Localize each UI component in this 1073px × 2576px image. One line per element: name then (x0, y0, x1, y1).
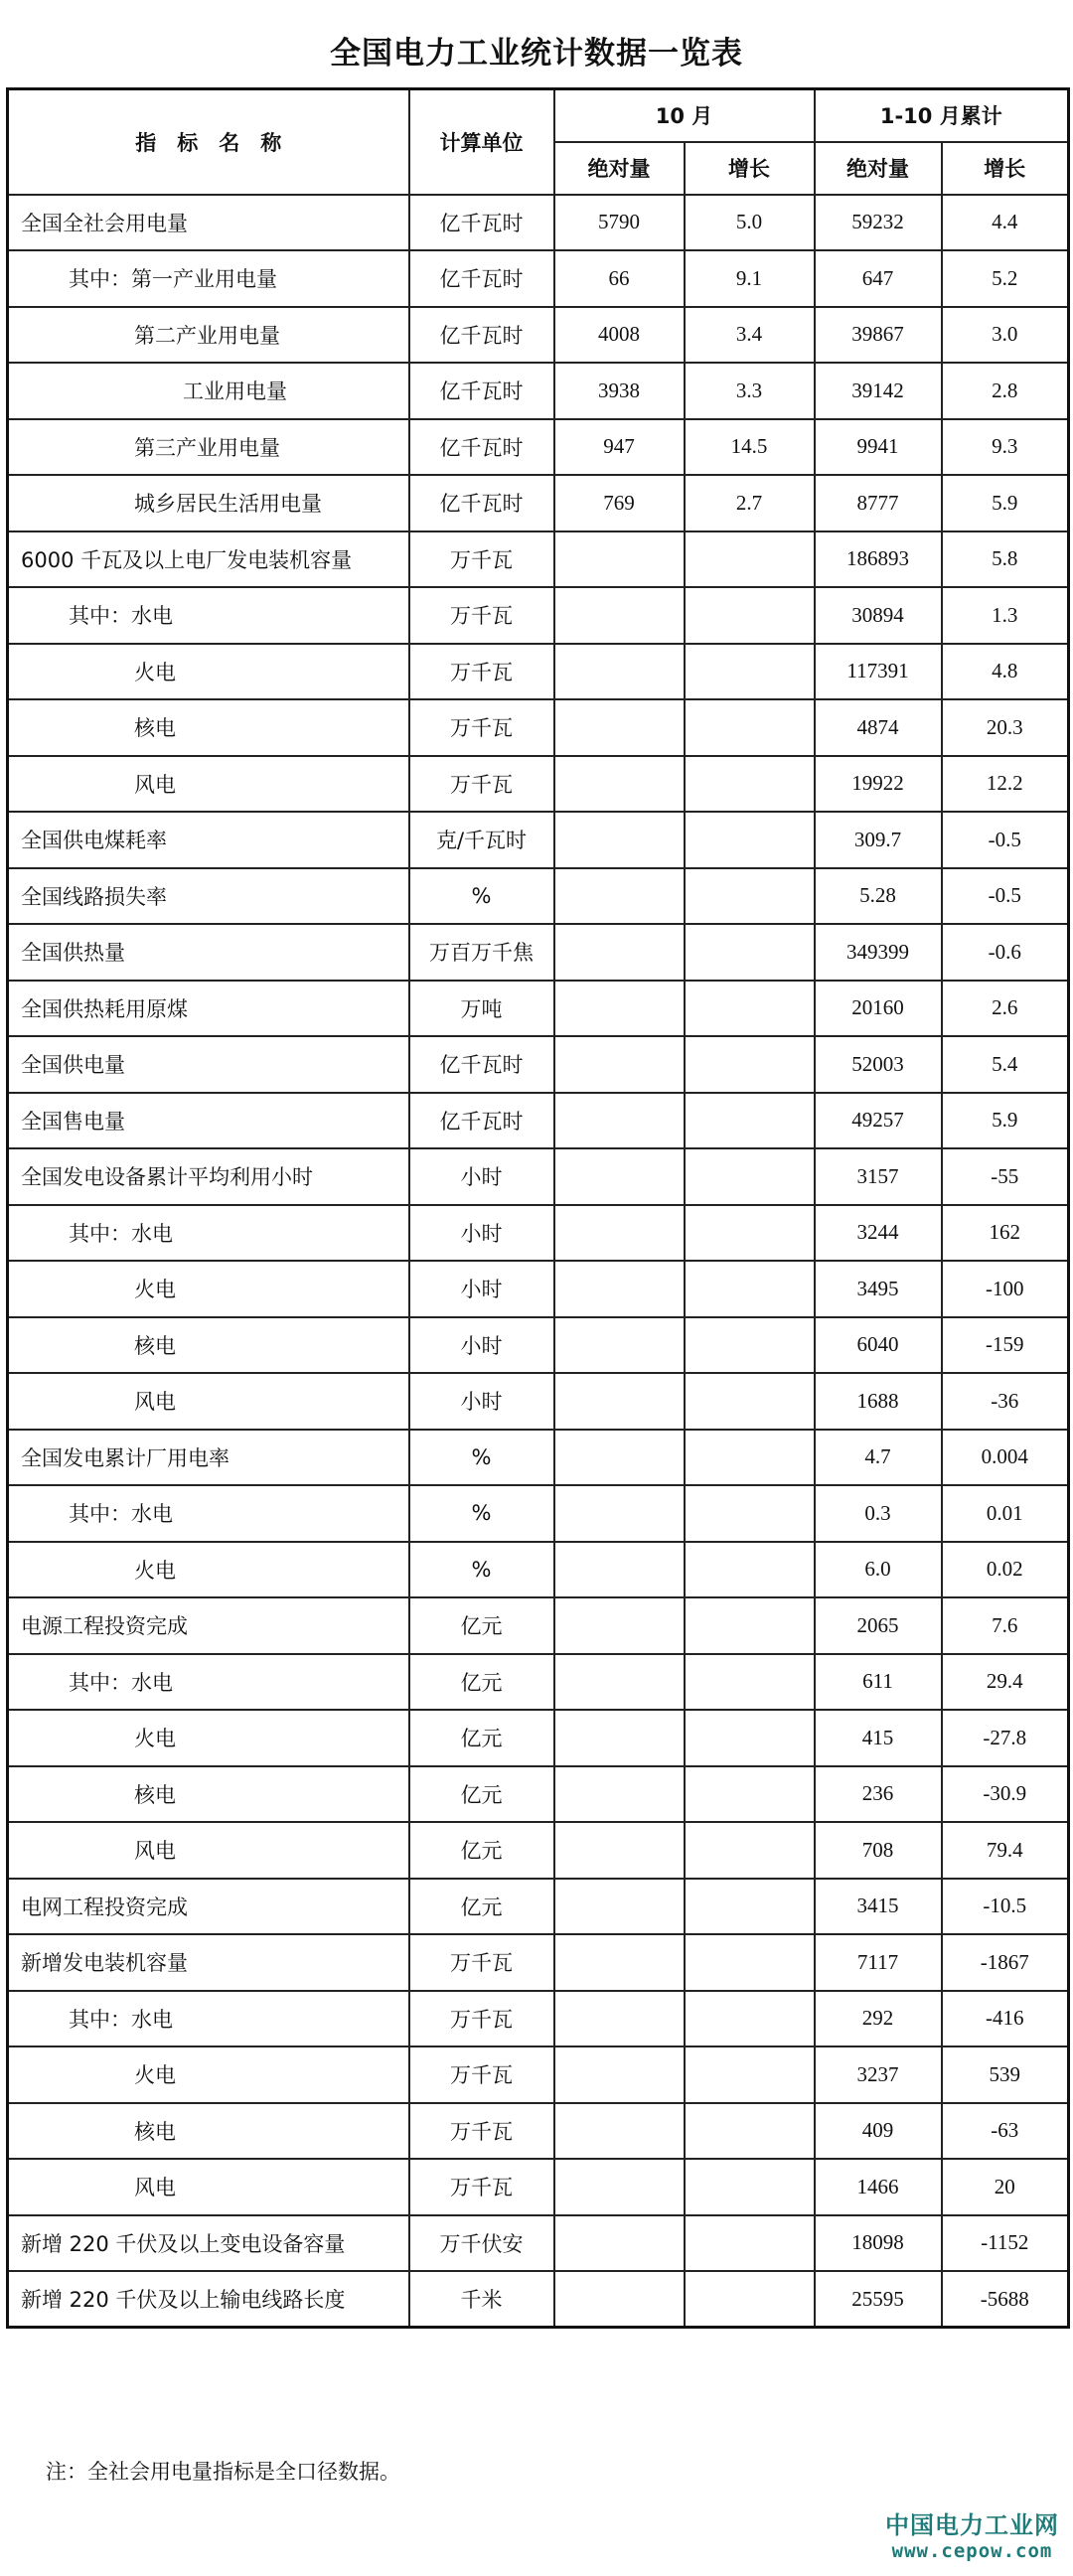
header-cumulative: 1-10 月累计 (815, 89, 1069, 142)
indicator-name-cell: 第二产业用电量 (8, 307, 409, 364)
unit-cell: 亿千瓦时 (409, 419, 554, 476)
cumulative-absolute-cell: 8777 (815, 475, 942, 531)
cumulative-absolute-cell: 1688 (815, 1373, 942, 1430)
cumulative-growth-cell: 2.6 (942, 981, 1069, 1037)
month-absolute-cell (554, 1205, 685, 1262)
cumulative-growth-cell: -0.6 (942, 924, 1069, 981)
unit-cell: 亿千瓦时 (409, 195, 554, 251)
month-growth-cell (685, 587, 815, 644)
indicator-name-cell: 全国供电煤耗率 (8, 812, 409, 868)
table-row (8, 307, 1069, 364)
header-unit: 计算单位 (409, 89, 554, 195)
cumulative-growth-cell: -159 (942, 1317, 1069, 1374)
month-growth-cell (685, 1317, 815, 1374)
table-row (8, 1597, 1069, 1654)
indicator-name-cell: 风电 (8, 1373, 409, 1430)
month-growth-cell: 14.5 (685, 419, 815, 476)
table-row (8, 2215, 1069, 2272)
month-growth-cell (685, 1373, 815, 1430)
unit-cell: 亿千瓦时 (409, 1093, 554, 1149)
month-absolute-cell (554, 644, 685, 700)
cumulative-absolute-cell: 18098 (815, 2215, 942, 2272)
cumulative-growth-cell: 5.8 (942, 531, 1069, 588)
cumulative-absolute-cell: 708 (815, 1822, 942, 1879)
unit-cell: 万千伏安 (409, 2215, 554, 2272)
cumulative-absolute-cell: 415 (815, 1710, 942, 1766)
cumulative-absolute-cell: 1466 (815, 2159, 942, 2215)
unit-cell: 万千瓦 (409, 2103, 554, 2160)
unit-cell: 亿千瓦时 (409, 475, 554, 531)
cumulative-growth-cell: 0.02 (942, 1542, 1069, 1598)
statistics-table (6, 87, 1070, 2329)
indicator-name-cell: 火电 (8, 2046, 409, 2103)
indicator-name-cell: 核电 (8, 1317, 409, 1374)
cumulative-growth-cell: -1152 (942, 2215, 1069, 2272)
brand-watermark (885, 2505, 1059, 2562)
indicator-name-cell: 风电 (8, 2159, 409, 2215)
month-growth-cell: 2.7 (685, 475, 815, 531)
cumulative-absolute-cell: 2065 (815, 1597, 942, 1654)
cumulative-growth-cell: -27.8 (942, 1710, 1069, 1766)
indicator-name-cell: 火电 (8, 1261, 409, 1317)
table-row (8, 699, 1069, 756)
month-growth-cell (685, 2271, 815, 2328)
cumulative-growth-cell: -10.5 (942, 1879, 1069, 1935)
month-absolute-cell (554, 1148, 685, 1205)
unit-cell: 亿千瓦时 (409, 363, 554, 419)
table-row (8, 1710, 1069, 1766)
cumulative-growth-cell: -1867 (942, 1934, 1069, 1991)
table-row (8, 419, 1069, 476)
unit-cell: 万千瓦 (409, 1934, 554, 1991)
month-absolute-cell (554, 1991, 685, 2047)
month-absolute-cell: 3938 (554, 363, 685, 419)
indicator-name-cell: 风电 (8, 756, 409, 813)
header-month-absolute: 绝对量 (554, 142, 685, 195)
month-absolute-cell: 66 (554, 250, 685, 307)
cumulative-growth-cell: 3.0 (942, 307, 1069, 364)
month-growth-cell (685, 1822, 815, 1879)
unit-cell: 克/千瓦时 (409, 812, 554, 868)
unit-cell: 万千瓦 (409, 2046, 554, 2103)
cumulative-growth-cell: -55 (942, 1148, 1069, 1205)
table-row (8, 1205, 1069, 1262)
table-row (8, 1485, 1069, 1542)
indicator-name-cell: 风电 (8, 1822, 409, 1879)
month-absolute-cell (554, 699, 685, 756)
cumulative-growth-cell: 5.9 (942, 1093, 1069, 1149)
month-absolute-cell (554, 1766, 685, 1823)
table-row (8, 1766, 1069, 1823)
cumulative-absolute-cell: 292 (815, 1991, 942, 2047)
month-absolute-cell (554, 1597, 685, 1654)
indicator-name-cell: 电网工程投资完成 (8, 1879, 409, 1935)
table-row (8, 868, 1069, 925)
unit-cell: % (409, 1485, 554, 1542)
cumulative-growth-cell: 1.3 (942, 587, 1069, 644)
month-growth-cell (685, 1710, 815, 1766)
month-absolute-cell (554, 1934, 685, 1991)
cumulative-absolute-cell: 7117 (815, 1934, 942, 1991)
unit-cell: 亿元 (409, 1710, 554, 1766)
unit-cell: 亿元 (409, 1766, 554, 1823)
cumulative-absolute-cell: 25595 (815, 2271, 942, 2328)
cumulative-absolute-cell: 0.3 (815, 1485, 942, 1542)
cumulative-absolute-cell: 49257 (815, 1093, 942, 1149)
unit-cell: 小时 (409, 1373, 554, 1430)
month-growth-cell (685, 756, 815, 813)
indicator-name-cell: 电源工程投资完成 (8, 1597, 409, 1654)
page-title: 全国电力工业统计数据一览表 (330, 36, 743, 72)
table-row (8, 195, 1069, 251)
table-row (8, 1430, 1069, 1486)
cumulative-growth-cell: -5688 (942, 2271, 1069, 2328)
month-absolute-cell (554, 868, 685, 925)
cumulative-growth-cell: 4.8 (942, 644, 1069, 700)
table-row (8, 812, 1069, 868)
indicator-name-cell: 全国供热耗用原煤 (8, 981, 409, 1037)
header-month-growth: 增长 (685, 142, 815, 195)
month-growth-cell (685, 699, 815, 756)
month-growth-cell (685, 1148, 815, 1205)
month-growth-cell (685, 1934, 815, 1991)
cumulative-growth-cell: -416 (942, 1991, 1069, 2047)
indicator-name-cell: 其中：水电 (8, 1485, 409, 1542)
indicator-name-cell: 新增 220 千伏及以上输电线路长度 (8, 2271, 409, 2328)
month-absolute-cell (554, 2215, 685, 2272)
cumulative-absolute-cell: 349399 (815, 924, 942, 981)
cumulative-growth-cell: 5.4 (942, 1036, 1069, 1093)
unit-cell: 亿元 (409, 1879, 554, 1935)
table-row (8, 1879, 1069, 1935)
month-absolute-cell (554, 1654, 685, 1711)
cumulative-absolute-cell: 4874 (815, 699, 942, 756)
month-growth-cell (685, 644, 815, 700)
cumulative-growth-cell: 20 (942, 2159, 1069, 2215)
unit-cell: 亿千瓦时 (409, 307, 554, 364)
indicator-name-cell: 城乡居民生活用电量 (8, 475, 409, 531)
header-indicator-name: 指 标 名 称 (8, 89, 409, 195)
cumulative-absolute-cell: 3415 (815, 1879, 942, 1935)
cumulative-absolute-cell: 39867 (815, 307, 942, 364)
cumulative-absolute-cell: 236 (815, 1766, 942, 1823)
cumulative-growth-cell: 4.4 (942, 195, 1069, 251)
table-row (8, 1036, 1069, 1093)
unit-cell: % (409, 868, 554, 925)
unit-cell: 万千瓦 (409, 644, 554, 700)
indicator-name-cell: 全国发电设备累计平均利用小时 (8, 1148, 409, 1205)
table-row (8, 363, 1069, 419)
indicator-name-cell: 全国全社会用电量 (8, 195, 409, 251)
indicator-name-cell: 全国发电累计厂用电率 (8, 1430, 409, 1486)
cumulative-absolute-cell: 3237 (815, 2046, 942, 2103)
header-cumulative-absolute: 绝对量 (815, 142, 942, 195)
table-row (8, 1822, 1069, 1879)
indicator-name-cell: 其中：水电 (8, 1654, 409, 1711)
indicator-name-cell: 全国售电量 (8, 1093, 409, 1149)
table-row (8, 250, 1069, 307)
cumulative-growth-cell: -36 (942, 1373, 1069, 1430)
month-absolute-cell (554, 1373, 685, 1430)
month-growth-cell (685, 531, 815, 588)
unit-cell: 亿元 (409, 1822, 554, 1879)
cumulative-growth-cell: -0.5 (942, 868, 1069, 925)
cumulative-absolute-cell: 6.0 (815, 1542, 942, 1598)
month-absolute-cell (554, 2159, 685, 2215)
month-growth-cell (685, 2046, 815, 2103)
month-absolute-cell (554, 1036, 685, 1093)
cumulative-growth-cell: -100 (942, 1261, 1069, 1317)
indicator-name-cell: 新增 220 千伏及以上变电设备容量 (8, 2215, 409, 2272)
cumulative-absolute-cell: 9941 (815, 419, 942, 476)
table-body (8, 195, 1069, 2328)
unit-cell: 小时 (409, 1205, 554, 1262)
unit-cell: 万千瓦 (409, 587, 554, 644)
cumulative-growth-cell: 162 (942, 1205, 1069, 1262)
cumulative-absolute-cell: 30894 (815, 587, 942, 644)
month-growth-cell (685, 924, 815, 981)
month-growth-cell: 3.4 (685, 307, 815, 364)
unit-cell: 亿千瓦时 (409, 1036, 554, 1093)
brand-name: 中国电力工业网 (885, 2511, 1059, 2539)
month-growth-cell: 3.3 (685, 363, 815, 419)
month-absolute-cell (554, 1261, 685, 1317)
unit-cell: 小时 (409, 1261, 554, 1317)
month-growth-cell (685, 981, 815, 1037)
table-row (8, 1654, 1069, 1711)
table-row (8, 587, 1069, 644)
month-growth-cell (685, 1485, 815, 1542)
cumulative-absolute-cell: 309.7 (815, 812, 942, 868)
cumulative-growth-cell: 29.4 (942, 1654, 1069, 1711)
month-absolute-cell: 947 (554, 419, 685, 476)
table-row (8, 2046, 1069, 2103)
month-absolute-cell (554, 981, 685, 1037)
table-row (8, 644, 1069, 700)
cumulative-absolute-cell: 59232 (815, 195, 942, 251)
month-absolute-cell (554, 2046, 685, 2103)
cumulative-absolute-cell: 409 (815, 2103, 942, 2160)
unit-cell: 万千瓦 (409, 756, 554, 813)
month-growth-cell (685, 1542, 815, 1598)
month-growth-cell (685, 1879, 815, 1935)
table-row (8, 1317, 1069, 1374)
month-growth-cell (685, 2103, 815, 2160)
month-absolute-cell: 769 (554, 475, 685, 531)
indicator-name-cell: 全国供热量 (8, 924, 409, 981)
indicator-name-cell: 火电 (8, 1710, 409, 1766)
month-growth-cell (685, 812, 815, 868)
unit-cell: 万千瓦 (409, 531, 554, 588)
month-absolute-cell (554, 1542, 685, 1598)
cumulative-growth-cell: 0.004 (942, 1430, 1069, 1486)
indicator-name-cell: 全国供电量 (8, 1036, 409, 1093)
month-absolute-cell (554, 1879, 685, 1935)
month-growth-cell (685, 1036, 815, 1093)
header-cumulative-growth: 增长 (942, 142, 1069, 195)
cumulative-absolute-cell: 3495 (815, 1261, 942, 1317)
month-absolute-cell (554, 812, 685, 868)
cumulative-absolute-cell: 4.7 (815, 1430, 942, 1486)
month-growth-cell: 9.1 (685, 250, 815, 307)
cumulative-growth-cell: 12.2 (942, 756, 1069, 813)
cumulative-growth-cell: 5.2 (942, 250, 1069, 307)
unit-cell: 万吨 (409, 981, 554, 1037)
indicator-name-cell: 火电 (8, 644, 409, 700)
month-absolute-cell (554, 924, 685, 981)
month-growth-cell (685, 1205, 815, 1262)
month-growth-cell (685, 1766, 815, 1823)
cumulative-growth-cell: 7.6 (942, 1597, 1069, 1654)
cumulative-growth-cell: 79.4 (942, 1822, 1069, 1879)
table-row (8, 981, 1069, 1037)
table-row (8, 2271, 1069, 2328)
indicator-name-cell: 核电 (8, 2103, 409, 2160)
cumulative-absolute-cell: 3157 (815, 1148, 942, 1205)
unit-cell: 亿元 (409, 1654, 554, 1711)
indicator-name-cell: 6000 千瓦及以上电厂发电装机容量 (8, 531, 409, 588)
month-absolute-cell (554, 587, 685, 644)
month-growth-cell (685, 1597, 815, 1654)
month-absolute-cell (554, 1093, 685, 1149)
unit-cell: 小时 (409, 1148, 554, 1205)
table-row (8, 2103, 1069, 2160)
cumulative-growth-cell: 9.3 (942, 419, 1069, 476)
brand-url: www.cepow.com (891, 2540, 1053, 2562)
unit-cell: 万千瓦 (409, 2159, 554, 2215)
indicator-name-cell: 第三产业用电量 (8, 419, 409, 476)
cumulative-growth-cell: -63 (942, 2103, 1069, 2160)
month-growth-cell (685, 868, 815, 925)
indicator-name-cell: 其中：第一产业用电量 (8, 250, 409, 307)
month-absolute-cell (554, 2271, 685, 2328)
table-row (8, 756, 1069, 813)
cumulative-absolute-cell: 52003 (815, 1036, 942, 1093)
indicator-name-cell: 火电 (8, 1542, 409, 1598)
cumulative-growth-cell: 2.8 (942, 363, 1069, 419)
cumulative-absolute-cell: 117391 (815, 644, 942, 700)
month-absolute-cell (554, 2103, 685, 2160)
indicator-name-cell: 其中：水电 (8, 587, 409, 644)
cumulative-growth-cell: 5.9 (942, 475, 1069, 531)
table-row (8, 1093, 1069, 1149)
month-absolute-cell (554, 1317, 685, 1374)
unit-cell: 千米 (409, 2271, 554, 2328)
month-growth-cell (685, 2159, 815, 2215)
month-growth-cell (685, 1093, 815, 1149)
unit-cell: 万百万千焦 (409, 924, 554, 981)
unit-cell: 万千瓦 (409, 1991, 554, 2047)
table-row (8, 1934, 1069, 1991)
header-month: 10 月 (554, 89, 815, 142)
cumulative-absolute-cell: 647 (815, 250, 942, 307)
cumulative-growth-cell: 20.3 (942, 699, 1069, 756)
indicator-name-cell: 工业用电量 (8, 363, 409, 419)
unit-cell: % (409, 1542, 554, 1598)
month-absolute-cell (554, 1430, 685, 1486)
table-header (8, 89, 1069, 195)
month-growth-cell (685, 1991, 815, 2047)
month-growth-cell (685, 1654, 815, 1711)
cumulative-absolute-cell: 19922 (815, 756, 942, 813)
cumulative-growth-cell: -30.9 (942, 1766, 1069, 1823)
table-row (8, 1148, 1069, 1205)
table-row (8, 2159, 1069, 2215)
indicator-name-cell: 新增发电装机容量 (8, 1934, 409, 1991)
cumulative-growth-cell: 0.01 (942, 1485, 1069, 1542)
unit-cell: 亿千瓦时 (409, 250, 554, 307)
indicator-name-cell: 核电 (8, 699, 409, 756)
cumulative-absolute-cell: 20160 (815, 981, 942, 1037)
footnote: 注：全社会用电量指标是全口径数据。 (46, 2460, 400, 2484)
indicator-name-cell: 其中：水电 (8, 1205, 409, 1262)
month-absolute-cell (554, 1485, 685, 1542)
indicator-name-cell: 核电 (8, 1766, 409, 1823)
indicator-name-cell: 全国线路损失率 (8, 868, 409, 925)
cumulative-absolute-cell: 5.28 (815, 868, 942, 925)
month-growth-cell (685, 2215, 815, 2272)
indicator-name-cell: 其中：水电 (8, 1991, 409, 2047)
month-absolute-cell (554, 531, 685, 588)
unit-cell: % (409, 1430, 554, 1486)
cumulative-growth-cell: -0.5 (942, 812, 1069, 868)
cumulative-absolute-cell: 6040 (815, 1317, 942, 1374)
unit-cell: 亿元 (409, 1597, 554, 1654)
cumulative-growth-cell: 539 (942, 2046, 1069, 2103)
table-row (8, 1373, 1069, 1430)
cumulative-absolute-cell: 611 (815, 1654, 942, 1711)
month-growth-cell (685, 1261, 815, 1317)
table-row (8, 1542, 1069, 1598)
month-growth-cell: 5.0 (685, 195, 815, 251)
table-row (8, 475, 1069, 531)
month-absolute-cell (554, 1710, 685, 1766)
cumulative-absolute-cell: 3244 (815, 1205, 942, 1262)
month-absolute-cell (554, 756, 685, 813)
unit-cell: 小时 (409, 1317, 554, 1374)
table-row (8, 531, 1069, 588)
table-row (8, 1261, 1069, 1317)
month-growth-cell (685, 1430, 815, 1486)
month-absolute-cell (554, 1822, 685, 1879)
table-row (8, 924, 1069, 981)
month-absolute-cell: 5790 (554, 195, 685, 251)
table-row (8, 1991, 1069, 2047)
month-absolute-cell: 4008 (554, 307, 685, 364)
cumulative-absolute-cell: 39142 (815, 363, 942, 419)
unit-cell: 万千瓦 (409, 699, 554, 756)
cumulative-absolute-cell: 186893 (815, 531, 942, 588)
